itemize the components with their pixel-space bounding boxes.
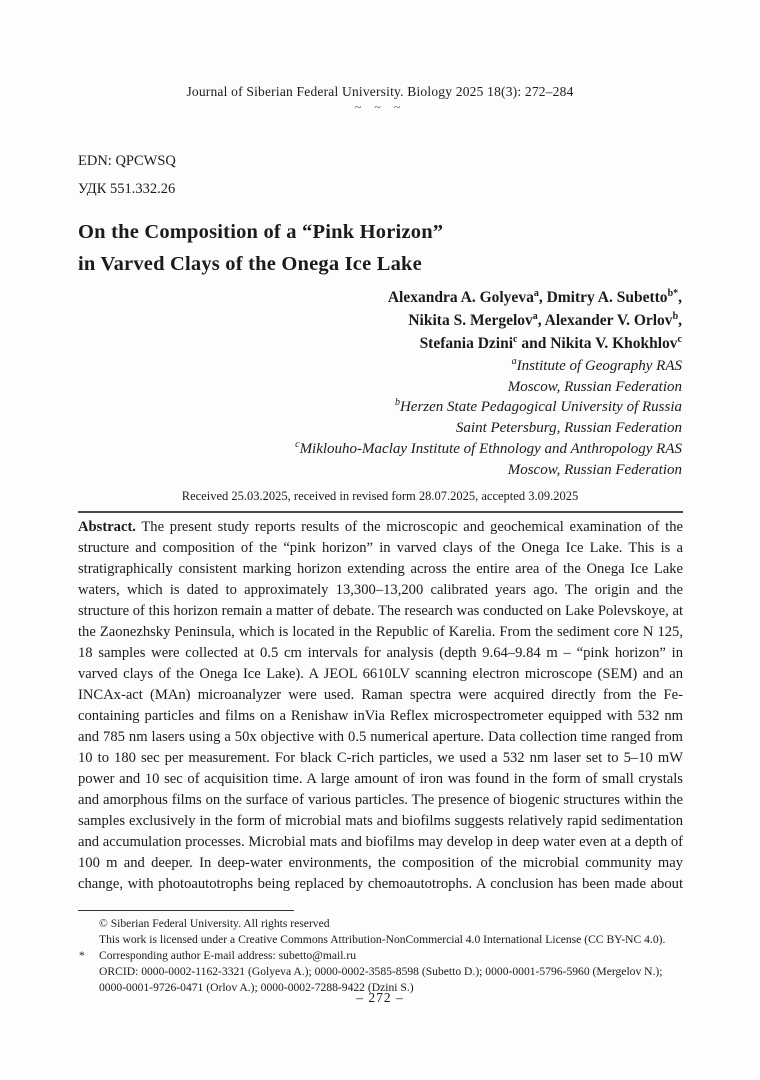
affiliation-text: Moscow, Russian Federation: [507, 461, 682, 478]
author-affiliation-sup: c: [677, 333, 682, 345]
author-name: and Nikita V. Khokhlov: [517, 335, 678, 352]
author-name: Alexandra A. Golyeva: [387, 289, 534, 306]
affiliation-text: Herzen State Pedagogical University of Russia: [399, 399, 682, 416]
author-name: Stefania Dzini: [419, 335, 513, 352]
abstract-label: Abstract.: [78, 519, 136, 535]
author-affiliation-sup: b*: [667, 287, 679, 299]
authors-block: [78, 286, 682, 355]
tilde-separator: ~ ~ ~: [354, 100, 406, 114]
affiliation-sup: a: [511, 356, 517, 367]
affiliation-text: Saint Petersburg, Russian Federation: [455, 420, 682, 437]
abstract-paragraph: [78, 517, 683, 895]
author-line-end: ,: [678, 289, 682, 306]
author-affiliation-sup: a: [533, 287, 539, 299]
edn-code: EDN: QPCWSQ: [78, 153, 176, 169]
affiliation-text: Moscow, Russian Federation: [507, 378, 682, 395]
page-number: – 272 –: [356, 990, 404, 1005]
affiliation-sup: c: [295, 438, 300, 450]
affiliation-line: [78, 356, 682, 377]
affiliation-line: [78, 439, 682, 460]
article-title: [78, 216, 682, 280]
affiliation-text: Miklouho-Maclay Institute of Ethnology and Anthropology RAS: [299, 440, 682, 457]
corresponding-author-asterisk: *: [79, 949, 85, 962]
footnote-block: [78, 910, 690, 996]
author-name: , Alexander V. Orlov: [537, 312, 673, 329]
corresponding-author-text: Corresponding author E-mail address: subetto@mail.ru: [99, 949, 356, 962]
author-line: [78, 286, 682, 309]
author-line-end: ,: [678, 312, 682, 329]
author-affiliation-sup: b: [672, 310, 679, 322]
footnote-divider-rule: [78, 910, 294, 911]
journal-header-line: Journal of Siberian Federal University. Biology 2025 18(3): 272–284: [186, 84, 574, 99]
author-affiliation-sup: c: [513, 333, 518, 345]
article-title-line2: in Varved Clays of the Onega Ice Lake: [78, 253, 422, 275]
affiliations-block: [78, 356, 682, 480]
footnote-corresponding-author: [78, 948, 690, 964]
article-title-line1: On the Composition of a “Pink Horizon”: [78, 221, 444, 243]
author-name: Nikita S. Mergelov: [408, 312, 533, 329]
udk-code: УДК 551.332.26: [78, 181, 176, 197]
author-line: [78, 309, 682, 332]
footnote-copyright: © Siberian Federal University. All rights reserved: [99, 917, 330, 930]
abstract-divider-rule: [78, 511, 683, 513]
affiliation-line: [78, 418, 682, 439]
received-dates-line: Received 25.03.2025, received in revised form 28.07.2025, accepted 3.09.2025: [181, 489, 579, 503]
affiliation-line: [78, 377, 682, 398]
abstract-body-text: The present study reports results of the microscopic and geochemical examination of the structure and composition of the “pink horizon” in varved clays of the Onega Ice Lake. This is a stratigraphically consistent marking horizon extending across the entire area of the Onega Ice Lake waters, which is dated to approximately 13,300–13,200 calibrated years ago. The origin and the structure of this horizon remain a matter of debate. The research was conducted on Lake Polevskoye, at the Zaonezhsky Peninsula, which is located in the Republic of Karelia. From the sediment core N 125, 18 samples were collected at 0.5 cm intervals for analysis (depth 9.64–9.84 m – “pink horizon” in varved clays of the Onega Ice Lake). A JEOL 6610LV scanning electron microscope (SEM) and an INCAx-act (MAn) microanalyzer were used. Raman spectra were acquired directly from the Fe-containing particles and films on a Renishaw inVia Reflex microspectrometer equipped with 532 nm and 785 nm lasers using a 50x objective with 0.5 numerical aperture. Data collection time ranged from 10 to 180 sec per measurement. For black C-rich particles, we used a 532 nm laser set to 5–10 mW power and 10 sec of acquisition time. A large amount of iron was found in the form of small crystals and amorphous films on the surface of various particles. The presence of biogenic structures within the samples exclusively in the form of microbial mats and biofilms suggests relatively rapid sedimentation and accumulation processes. Microbial mats and biofilms may develop in deep water even at a depth of 100 m and deeper. In deep-water environments, the composition of the microbial community may change, with photoautotrophs being replaced by chemoautotrophs. A conclusion has been made about: [78, 519, 683, 892]
footnote-license: This work is licensed under a Creative Commons Attribution-NonCommercial 4.0 International License (CC BY-NC 4.0).: [99, 933, 666, 946]
affiliation-line: [78, 397, 682, 418]
affiliation-text: Institute of Geography RAS: [516, 358, 682, 374]
affiliation-line: [78, 460, 682, 481]
affiliation-sup: b: [394, 397, 400, 409]
footnote-orcid: ORCID: 0000-0002-1162-3321 (Golyeva A.); 0000-0002-3585-8598 (Subetto D.); 0000-0001-5796-5960 (Mergelov N.); 0000-0001-9726-0471 (Orlov A.); 0000-0002-7288-9422 (Dzini S.): [99, 965, 663, 994]
author-affiliation-sup: a: [532, 310, 538, 322]
author-line: [78, 332, 682, 355]
author-name: , Dmitry A. Subetto: [538, 289, 668, 306]
